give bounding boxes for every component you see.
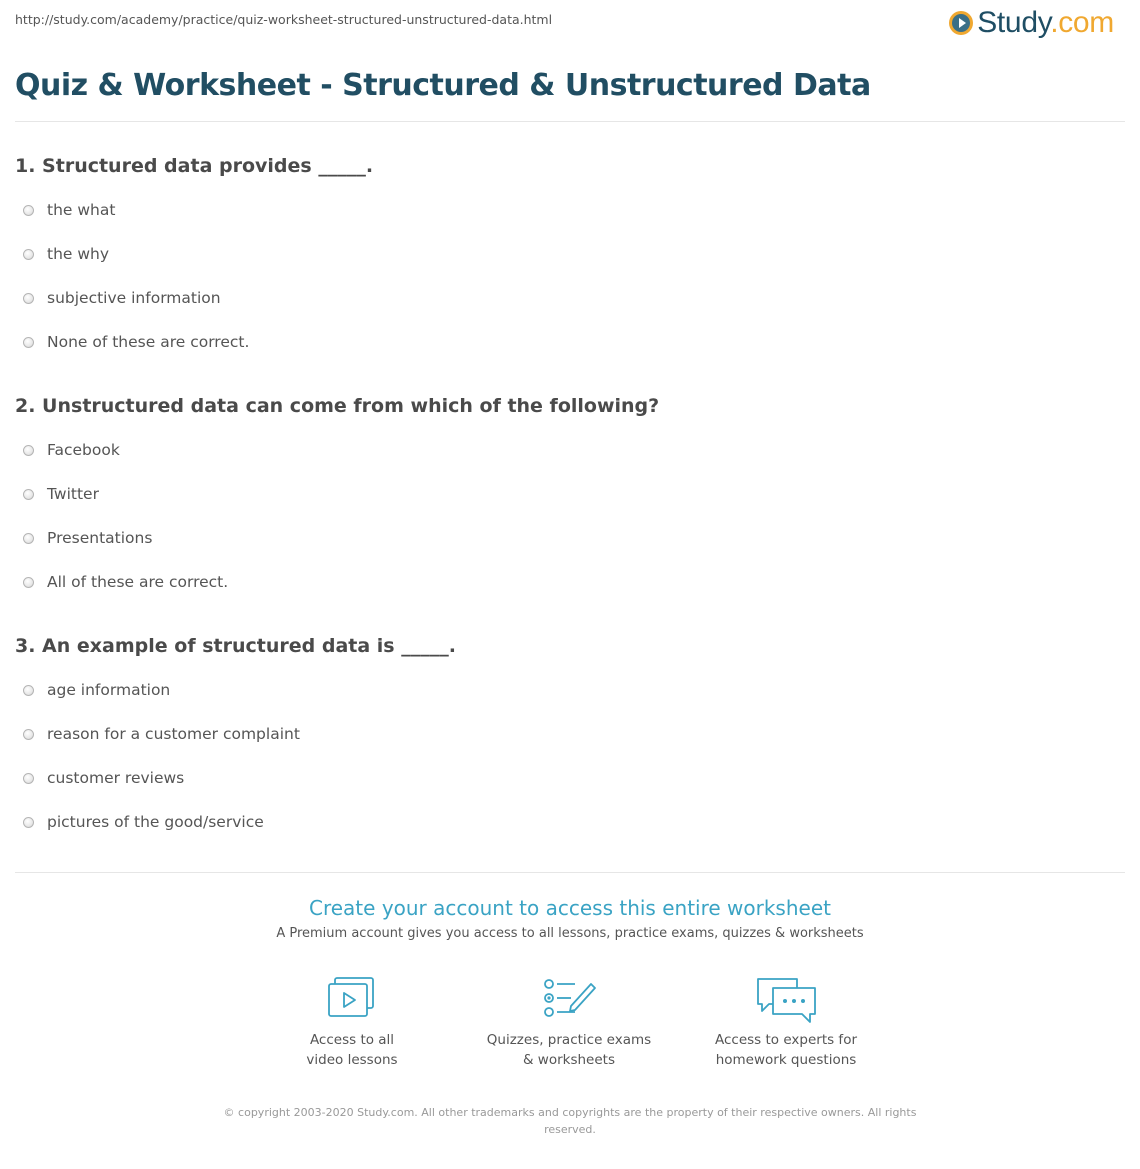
radio-button[interactable]: [23, 817, 34, 828]
radio-button[interactable]: [23, 729, 34, 740]
radio-button[interactable]: [23, 249, 34, 260]
question-2-option[interactable]: [23, 527, 152, 549]
radio-button[interactable]: [23, 685, 34, 696]
question-1-option[interactable]: [23, 287, 221, 309]
question-3-option[interactable]: [23, 679, 170, 701]
option-label: age information: [47, 681, 171, 699]
question-3-title: 3. An example of structured data is _____.: [15, 635, 456, 657]
question-1-title: 1. Structured data provides _____.: [15, 155, 374, 177]
question-3-option[interactable]: [23, 767, 184, 789]
cta-subtitle: A Premium account gives you access to all lessons, practice exams, quizzes & worksheets: [276, 926, 864, 941]
question-2-option[interactable]: [23, 439, 120, 461]
option-label: customer reviews: [47, 769, 185, 787]
play-badge-icon: [949, 11, 973, 35]
feature-experts: [696, 976, 876, 1070]
quiz-list-icon: [541, 976, 597, 1020]
feature-label-line2: homework questions: [715, 1052, 857, 1068]
option-label: pictures of the good/service: [47, 813, 264, 831]
radio-button[interactable]: [23, 577, 34, 588]
option-label: the what: [47, 201, 116, 219]
study-logo[interactable]: [949, 6, 1114, 40]
option-label: Presentations: [47, 529, 153, 547]
copyright-line1: © copyright 2003-2020 Study.com. All other trademarks and copyrights are the property of their respective owners. All rights: [223, 1106, 917, 1119]
feature-label-line1: Quizzes, practice exams: [486, 1032, 652, 1048]
radio-button[interactable]: [23, 337, 34, 348]
option-label: subjective information: [47, 289, 221, 307]
page-url: http://study.com/academy/practice/quiz-worksheet-structured-unstructured-data.html: [15, 12, 553, 27]
copyright-line2: reserved.: [544, 1123, 596, 1136]
question-2-option[interactable]: [23, 571, 228, 593]
radio-button[interactable]: [23, 773, 34, 784]
option-label: Twitter: [47, 485, 99, 503]
option-label: All of these are correct.: [47, 573, 229, 591]
question-1-option[interactable]: [23, 331, 249, 353]
video-lessons-icon: [326, 976, 378, 1020]
question-1-option[interactable]: [23, 243, 109, 265]
feature-label-line1: Access to experts for: [714, 1032, 857, 1048]
radio-button[interactable]: [23, 205, 34, 216]
option-label: Facebook: [47, 441, 120, 459]
chat-bubbles-icon: [753, 976, 819, 1028]
divider: [15, 872, 1125, 873]
logo-text: Study: [977, 6, 1051, 39]
feature-video-lessons: [262, 976, 442, 1070]
feature-label-line2: & worksheets: [522, 1052, 615, 1068]
option-label: None of these are correct.: [47, 333, 250, 351]
question-3-option[interactable]: [23, 811, 264, 833]
radio-button[interactable]: [23, 445, 34, 456]
feature-label-line1: Access to all: [309, 1032, 395, 1048]
option-label: reason for a customer complaint: [47, 725, 300, 743]
question-3-option[interactable]: [23, 723, 300, 745]
cta-link[interactable]: Create your account to access this entire worksheet: [309, 896, 831, 920]
radio-button[interactable]: [23, 533, 34, 544]
logo-suffix: .com: [1050, 6, 1114, 39]
copyright: [210, 1104, 930, 1138]
page-title: Quiz & Worksheet - Structured & Unstructured Data: [15, 68, 871, 103]
feature-quizzes: [479, 976, 659, 1070]
divider: [15, 121, 1125, 122]
option-label: the why: [47, 245, 110, 263]
question-2-title: 2. Unstructured data can come from which of the following?: [15, 395, 660, 417]
feature-label-line2: video lessons: [306, 1052, 398, 1068]
radio-button[interactable]: [23, 293, 34, 304]
question-2-option[interactable]: [23, 483, 99, 505]
question-1-option[interactable]: [23, 199, 115, 221]
radio-button[interactable]: [23, 489, 34, 500]
